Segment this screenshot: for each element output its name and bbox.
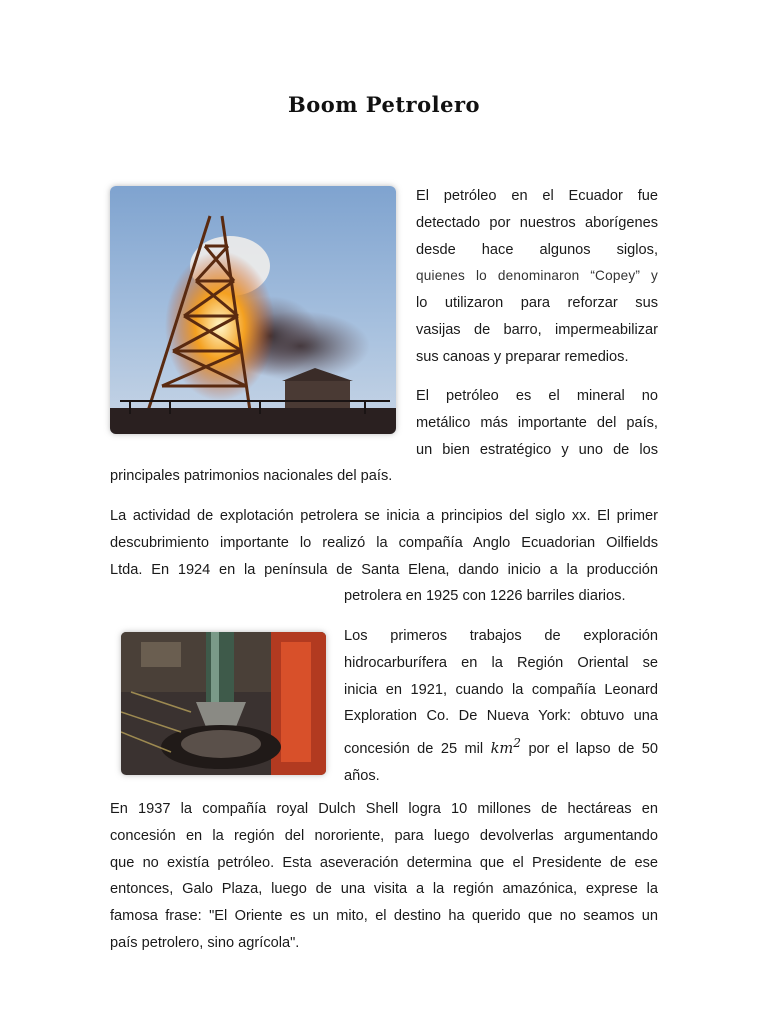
text-line: que no existía petróleo. Esta aseveración determina que el Presidente de ese bbox=[110, 854, 658, 871]
page-title: Boom Petrolero bbox=[287, 92, 481, 117]
paragraph-shell bbox=[110, 796, 658, 957]
drilling-platform-image bbox=[121, 632, 326, 775]
text-line: En 1937 la compañía royal Dulch Shell logra 10 millones de hectáreas en bbox=[110, 801, 658, 817]
text-line: vasijas de barro, impermeabilizar bbox=[416, 321, 658, 338]
text-line: La actividad de explotación petrolera se inicia a principios del siglo xx. El primer bbox=[110, 508, 658, 524]
math-exponent: 2 bbox=[513, 736, 521, 751]
paragraph-mineral bbox=[416, 383, 658, 463]
text-line: lo utilizaron para reforzar sus bbox=[416, 295, 658, 312]
text-line: Los primeros trabajos de exploración bbox=[344, 628, 658, 644]
concession-text: concesión de 25 mil bbox=[344, 741, 491, 758]
text-line: sus canoas y preparar remedios. bbox=[416, 348, 629, 365]
text-line: Exploration Co. De Nueva York: obtuvo una bbox=[344, 708, 658, 725]
text-line: país petrolero, sino agrícola". bbox=[110, 934, 300, 951]
text-line: descubrimiento importante lo realizó la compañía Anglo Ecuadorian Oilfields bbox=[110, 534, 658, 551]
text-line: petrolera en 1925 con 1226 barriles diarios. bbox=[344, 588, 626, 605]
math-unit bbox=[490, 736, 521, 758]
text-line: principales patrimonios nacionales del país. bbox=[110, 468, 393, 484]
text-line: El petróleo es el mineral no bbox=[416, 388, 658, 404]
text-line: metálico más importante del país, bbox=[416, 414, 658, 431]
text-line: años. bbox=[344, 767, 380, 784]
text-line: desde hace algunos siglos, bbox=[416, 241, 658, 258]
text-line: inicia en 1921, cuando la compañía Leonard bbox=[344, 681, 658, 698]
paragraph-intro bbox=[416, 183, 658, 371]
oil-derrick-fire-image bbox=[110, 186, 396, 434]
text-line-concession bbox=[344, 730, 658, 763]
text-line: quienes lo denominaron “Copey” y bbox=[416, 268, 658, 284]
text-line: El petróleo en el Ecuador fue bbox=[416, 188, 658, 204]
math-km: km bbox=[490, 740, 514, 758]
text-line: un bien estratégico y uno de los bbox=[416, 441, 658, 458]
text-line: Ltda. En 1924 en la península de Santa Elena, dando inicio a la producción bbox=[110, 561, 658, 578]
paragraph-mineral-continued bbox=[110, 463, 658, 490]
text-line: detectado por nuestros aborígenes bbox=[416, 214, 658, 231]
paragraph-exploration bbox=[344, 623, 658, 790]
concession-text-end: por el lapso de 50 bbox=[521, 741, 658, 758]
text-line: entonces, Galo Plaza, luego de una visita a la región amazónica, exprese la bbox=[110, 881, 658, 898]
text-line: famosa frase: "El Oriente es un mito, el destino ha querido que no seamos un bbox=[110, 908, 658, 925]
text-line: concesión en la región del nororiente, para luego devolverlas argumentando bbox=[110, 827, 658, 844]
paragraph-exploitation bbox=[110, 503, 658, 610]
text-line: hidrocarburífera en la Región Oriental se bbox=[344, 654, 658, 671]
